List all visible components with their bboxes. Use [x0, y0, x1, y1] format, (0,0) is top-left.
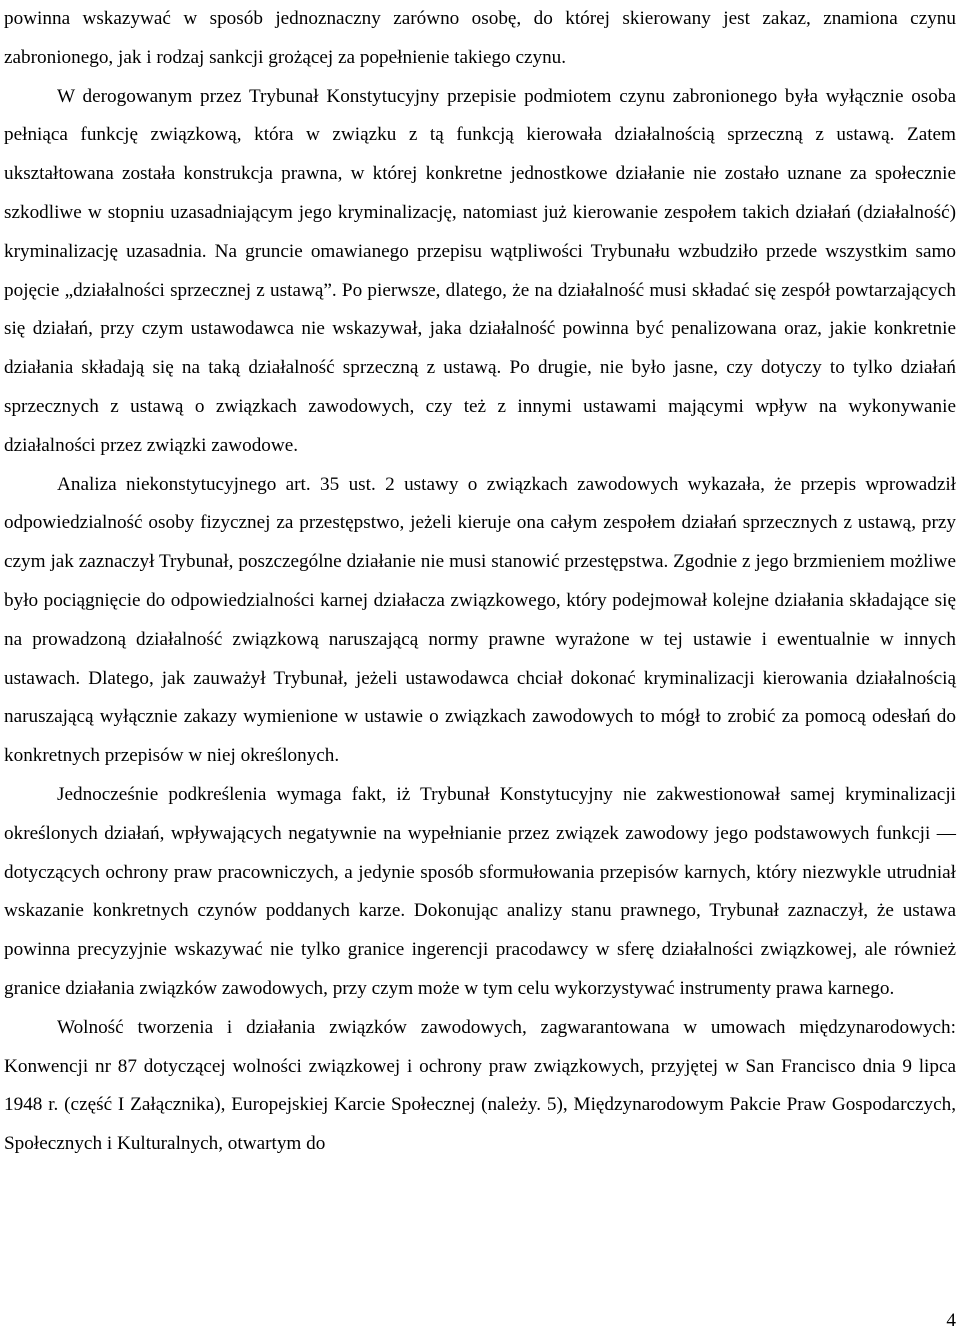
- document-page: [4, 0, 956, 1164]
- paragraph-article-analysis: Analiza niekonstytucyjnego art. 35 ust. 2 ustawy o związkach zawodowych wykazała, że przepis wprowadził odpowiedzialność osoby fizycznej za przestępstwo, jeżeli kieruje ona całym zespołem działań sprzecznych z ustawą, przy czym jak zaznaczył Trybunał, poszczególne działanie nie musi stanowić przestępstwa. Zgodnie z jego brzmieniem możliwe było pociągnięcie do odpowiedzialności karnej działacza związkowego, który podejmował kolejne działania składające się na prowadzoną działalność związkową naruszającą normy prawne wyrażone w tej ustawie i ewentualnie w innych ustawach. Dlatego, jak zauważył Trybunał, jeżeli ustawodawca chciał dokonać kryminalizacji kierowania działalnością naruszającą wyłącznie zakazy wymienione w ustawie o związkach zawodowych to mógł to zrobić za pomocą odesłań do konkretnych przepisów w niej określonych.: [4, 473, 956, 767]
- paragraph-continuation: powinna wskazywać w sposób jednoznaczny zarówno osobę, do której skierowany jest zakaz, znamiona czynu zabronionego, jak i rodzaj sankcji grożącej za popełnienie takiego czynu.: [4, 8, 956, 68]
- paragraph-tribunal-emphasis: Jednocześnie podkreślenia wymaga fakt, iż Trybunał Konstytucyjny nie zakwestionował samej kryminalizacji określonych działań, wpływających negatywnie na wypełnianie przez związek zawodowy jego podstawowych funkcji — dotyczących ochrony praw pracowniczych, a jedynie sposób sformułowania przepisów karnych, który niezwykle utrudniał wskazanie konkretnych czynów poddanych karze. Dokonując analizy stanu prawnego, Trybunał zaznaczył, że ustawa powinna precyzyjnie wskazywać nie tylko granice ingerencji pracodawcy w sferę działalności związkowej, ale również granice działania związków zawodowych, przy czym może w tym celu wykorzystywać instrumenty prawa karnego.: [4, 783, 956, 999]
- paragraph-freedom-of-association: Wolność tworzenia i działania związków zawodowych, zagwarantowana w umowach międzynarodowych: Konwencji nr 87 dotyczącej wolności związkowej i ochrony praw związkowych, przyjętej w San Francisco dnia 9 lipca 1948 r. (część I Załącznika), Europejskiej Karcie Społecznej (należy. 5), Międzynarodowym Pakcie Praw Gospodarczych, Społecznych i Kulturalnych, otwartym do: [4, 1016, 956, 1155]
- paragraph-derogated-provision: W derogowanym przez Trybunał Konstytucyjny przepisie podmiotem czynu zabronionego była wyłącznie osoba pełniąca funkcję związkową, która w związku z tą funkcją kierowała działalnością sprzeczną z ustawą. Zatem ukształtowana została konstrukcja prawna, w której konkretne jednostkowe działanie nie zostało uznane za społecznie szkodliwe w stopniu uzasadniającym jego kryminalizację, natomiast już kierowanie zespołem takich działań (działalność) kryminalizację uzasadnia. Na gruncie omawianego przepisu wątpliwości Trybunału wzbudziło przede wszystkim samo pojęcie „działalności sprzecznej z ustawą”. Po pierwsze, dlatego, że na działalność musi składać się zespół powtarzających się działań, przy czym ustawodawca nie wskazywał, jaka działalność powinna być penalizowana oraz, jakie konkretnie działania składają się na taką działalność sprzeczną z ustawą. Po drugie, nie było jasne, czy dotyczy to tylko działań sprzecznych z ustawą o związkach zawodowych, czy też z innymi ustawami mającymi wpływ na wykonywanie działalności przez związki zawodowe.: [4, 85, 956, 456]
- page-number: 4: [946, 1310, 956, 1331]
